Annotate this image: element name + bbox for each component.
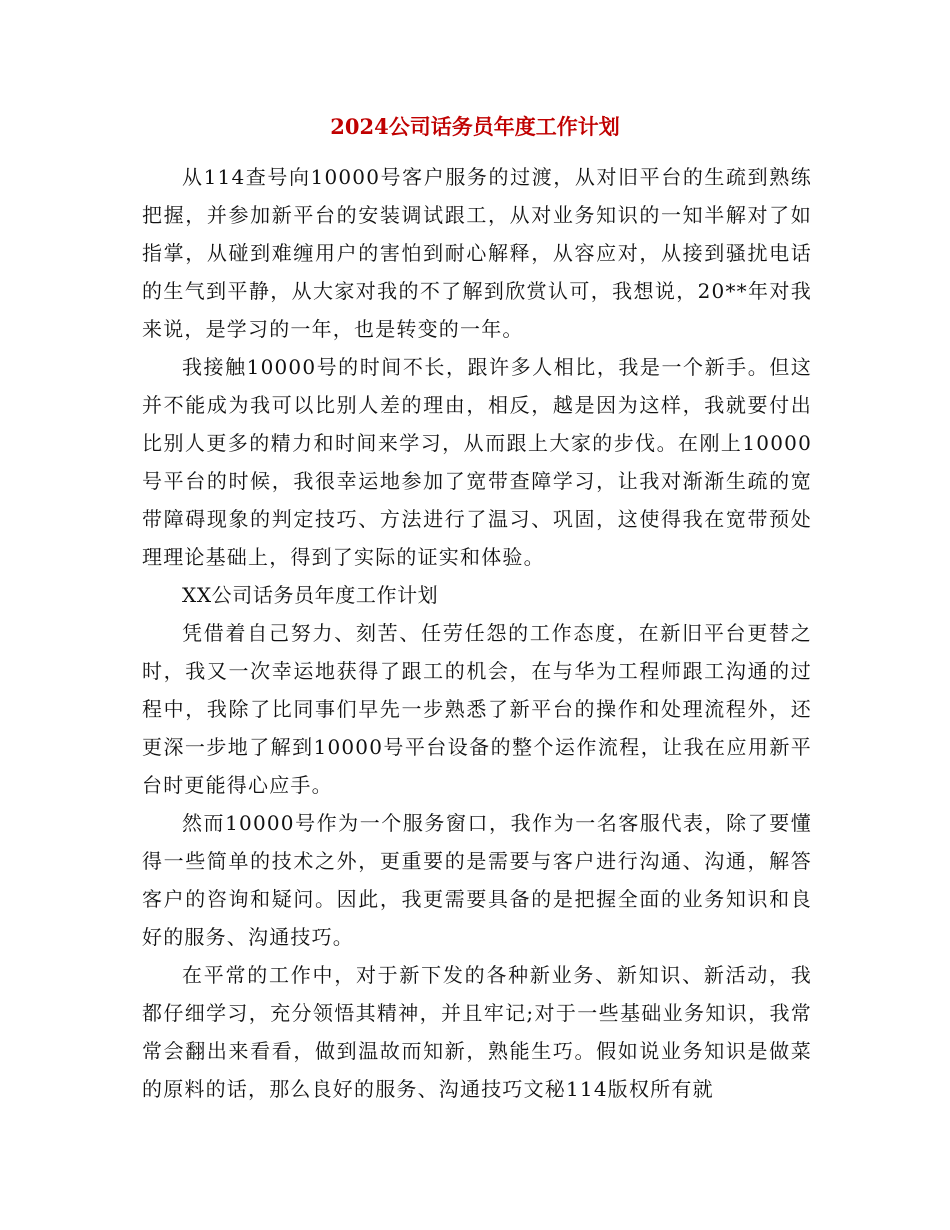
document-body [142,158,812,1108]
paragraph-1: 从114查号向10000号客户服务的过渡，从对旧平台的生疏到熟练把握，并参加新平台的安装调试跟工，从对业务知识的一知半解对了如指掌，从碰到难缠用户的害怕到耐心解释，从容应对，从接到骚扰电话的生气到平静，从大家对我的不了解到欣赏认可，我想说，20**年对我来说，是学习的一年，也是转变的一年。 [142,165,812,341]
paragraph-5: 在平常的工作中，对于新下发的各种新业务、新知识、新活动，我都仔细学习，充分领悟其精神，并且牢记;对于一些基础业务知识，我常常会翻出来看看，做到温故而知新，熟能生巧。假如说业务知识是做菜的原料的话，那么良好的服务、沟通技巧文秘114版权所有就 [142,963,812,1101]
document-title: 2024公司话务员年度工作计划 [330,114,620,139]
paragraph-3: 凭借着自己努力、刻苦、任劳任怨的工作态度，在新旧平台更替之时，我又一次幸运地获得了跟工的机会，在与华为工程师跟工沟通的过程中，我除了比同事们早先一步熟悉了新平台的操作和处理流程外，还更深一步地了解到10000号平台设备的整个运作流程，让我在应用新平台时更能得心应手。 [142,621,812,797]
section-heading: XX公司话务员年度工作计划 [182,583,439,607]
paragraph-2: 我接触10000号的时间不长，跟许多人相比，我是一个新手。但这并不能成为我可以比别人差的理由，相反，越是因为这样，我就要付出比别人更多的精力和时间来学习，从而跟上大家的步伐。在刚上10000号平台的时候，我很幸运地参加了宽带查障学习，让我对渐渐生疏的宽带障碍现象的判定技巧、方法进行了温习、巩固，这使得我在宽带预处理理论基础上，得到了实际的证实和体验。 [142,355,812,569]
paragraph-4: 然而10000号作为一个服务窗口，我作为一名客服代表，除了要懂得一些简单的技术之外，更重要的是需要与客户进行沟通、沟通，解答客户的咨询和疑问。因此，我更需要具备的是把握全面的业务知识和良好的服务、沟通技巧。 [142,811,812,949]
